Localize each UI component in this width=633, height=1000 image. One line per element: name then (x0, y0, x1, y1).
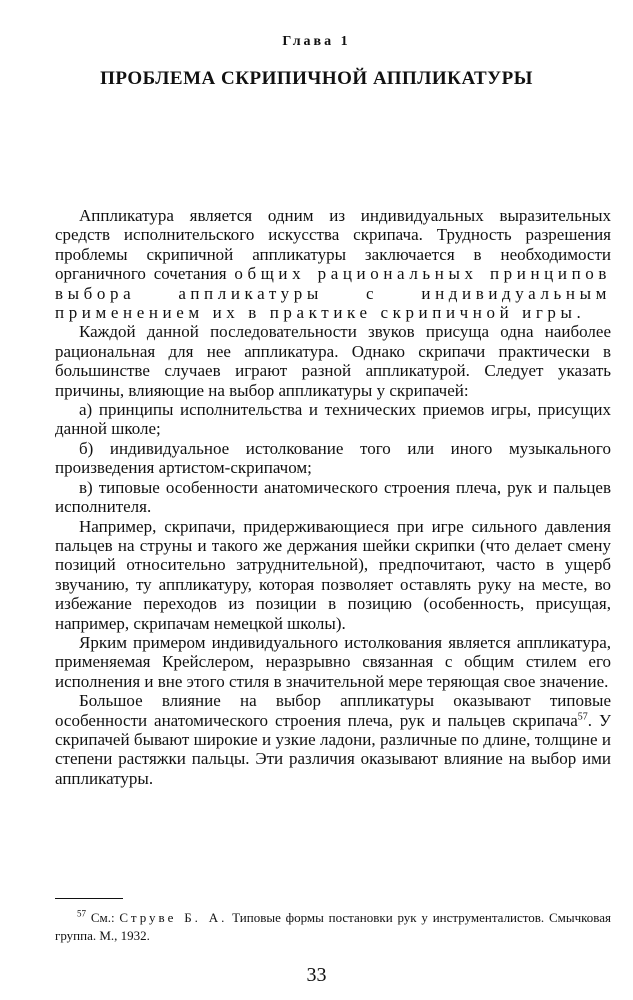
chapter-title: ПРОБЛЕМА СКРИПИЧНОЙ АППЛИКАТУРЫ (100, 68, 533, 89)
body-text (55, 206, 611, 788)
footnote-author: Струве Б. А. (119, 910, 228, 925)
list-item-a: а) принципы исполнительства и технических приемов игры, присущих данной школе; (55, 400, 611, 439)
paragraph-4: Ярким примером индивидуального истолкования является аппликатура, применяемая Крейслером, неразрывно связанная с общим стилем его исполнения и вне этого стиля в значительной мере теряющая свое значение. (55, 632, 611, 691)
paragraph-5 (55, 691, 611, 788)
footnote-mark: 57 (77, 908, 86, 919)
footnote-see: См.: (90, 910, 115, 925)
list-item-b: б) индивидуальное истолкование того или иного музыкального произведения артистом-скрипачом; (55, 438, 611, 478)
footnote-divider (55, 898, 123, 899)
footnote-text: Типовые формы постановки рук у инструменталистов. Смычковая группа. М., 1932. (55, 910, 612, 943)
paragraph-1-text: Аппликатура является одним из индивидуальных выразительных средств исполнительского искусства скрипача. Трудность разрешения проблемы скрипичной аппликатуры заключается в необходимости органичного сочетания (55, 206, 611, 284)
paragraph-3: Например, скрипачи, придерживающиеся при игре сильного давления пальцев на струны и такого же держания шейки скрипки (что делает смену позиций относительно затруднительной), предпочитают, часто в ущерб звучанию, ту аппликатуру, которая позволяет оставлять руку на месте, во избежание переходов из позиции в позицию (особенность, присущая, например, скрипачам немецкой школы). (55, 516, 611, 633)
footnote (55, 909, 611, 945)
paragraph-1 (55, 206, 611, 322)
list-item-c: в) типовые особенности анатомического строения плеча, рук и пальцев исполнителя. (55, 477, 611, 517)
paragraph-1-spaced-text: общих рациональных принципов выбора аппликатуры с индивидуальным применением их в практике скрипичной игры. (55, 264, 611, 323)
footnote-reference[interactable]: 57 (577, 710, 588, 722)
page-number: 33 (306, 964, 327, 986)
paragraph-5-text: Большое влияние на выбор аппликатуры оказывают типовые особенности анатомического строения плеча, рук и пальцев скрипача (55, 691, 611, 730)
paragraph-5-text-end: . У скрипачей бывают широкие и узкие ладони, различные по длине, толщине и степени растяжки пальцы. Эти различия оказывают влияние на выбор ими аппликатуры. (55, 710, 611, 788)
paragraph-2: Каждой данной последовательности звуков присуща одна наиболее рациональная для нее аппликатура. Однако скрипачи практически в большинстве случаев играют разной аппликатурой. Следует указать причины, влияющие на выбор аппликатуры у скрипачей: (55, 322, 611, 400)
chapter-label: Глава 1 (282, 34, 351, 49)
